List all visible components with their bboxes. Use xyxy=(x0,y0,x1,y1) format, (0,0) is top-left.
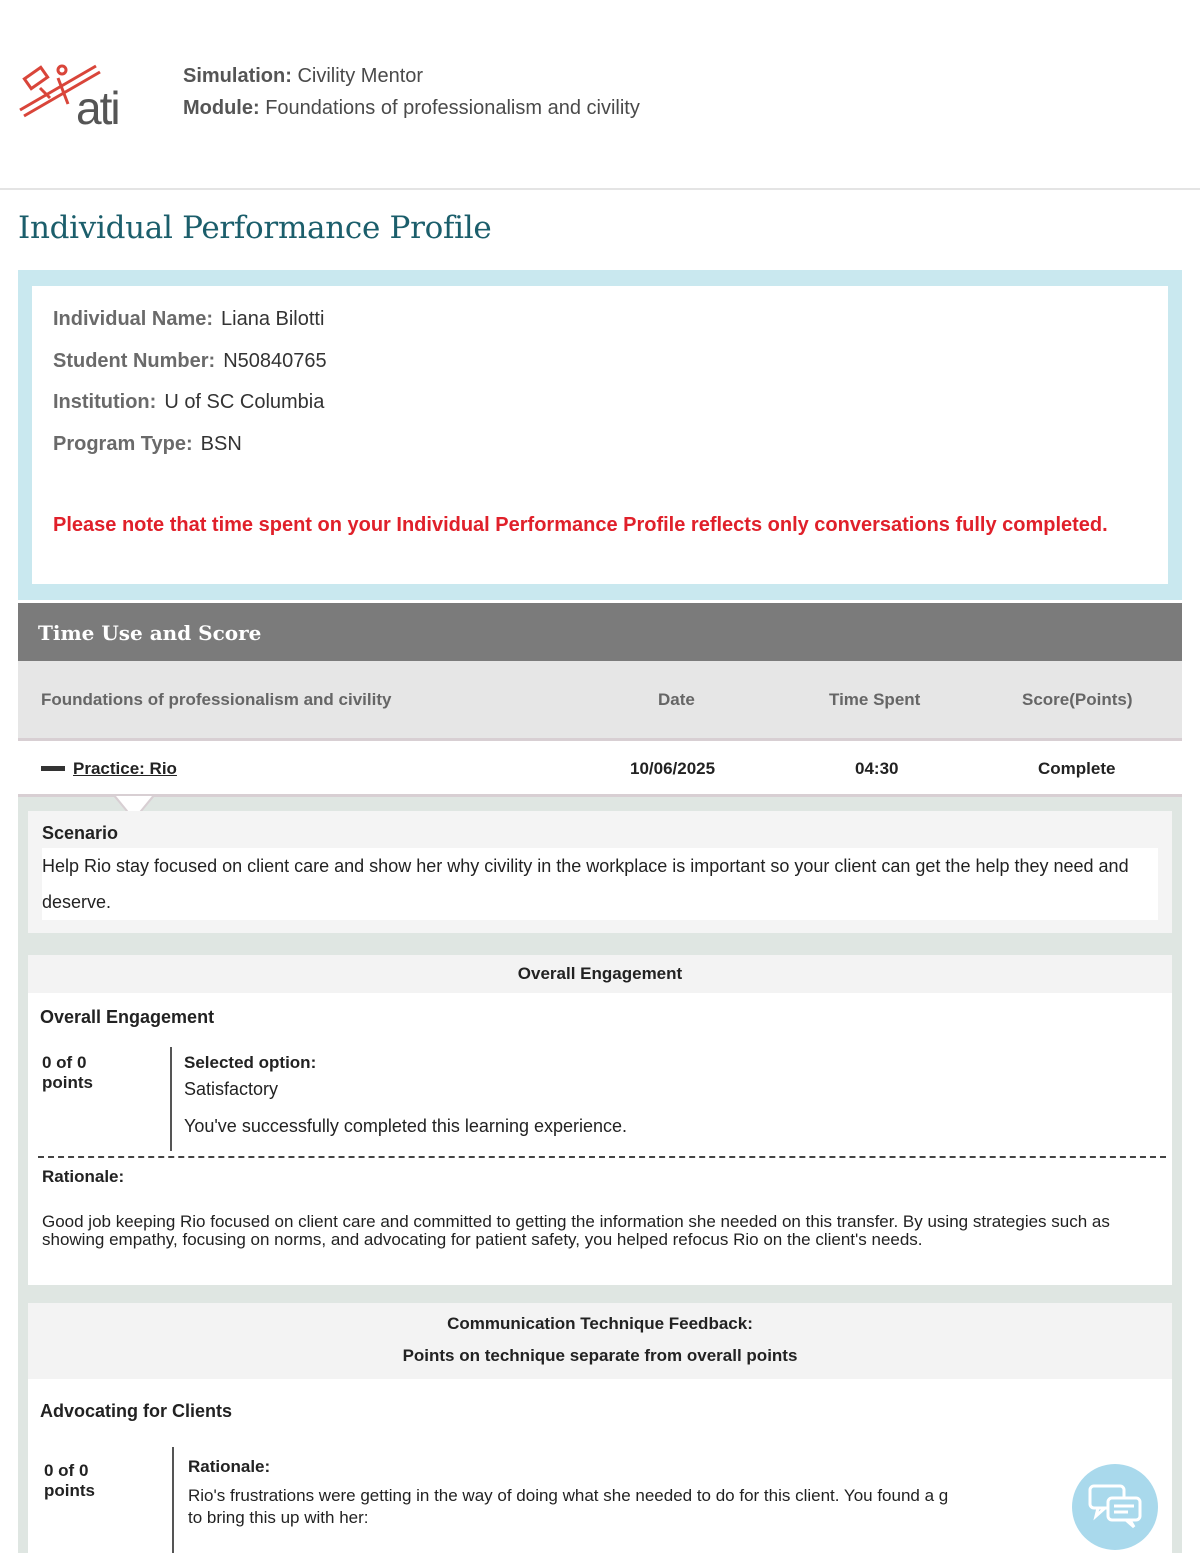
technique-points-unit: points xyxy=(44,1481,95,1500)
practice-cell xyxy=(41,759,177,779)
module-line xyxy=(183,92,640,124)
practice-detail-panel xyxy=(18,797,1182,1553)
engagement-points xyxy=(42,1053,93,1093)
student-name-row xyxy=(53,308,1147,350)
engagement-rationale-label: Rationale: xyxy=(42,1167,125,1186)
student-info-box xyxy=(18,270,1182,600)
institution-row xyxy=(53,391,1147,433)
table-row xyxy=(18,741,1182,797)
engagement-points-unit: points xyxy=(42,1073,93,1092)
row-time-spent: 04:30 xyxy=(855,759,899,778)
svg-text:ati: ati xyxy=(76,82,119,130)
technique-points xyxy=(44,1461,95,1501)
module-label: Module: xyxy=(183,97,260,119)
column-date: Date xyxy=(658,690,695,709)
engagement-points-value: 0 of 0 xyxy=(42,1053,87,1072)
selected-option-value: Satisfactory xyxy=(184,1079,279,1099)
technique-divider xyxy=(172,1447,174,1553)
overall-engagement-subtitle: Overall Engagement xyxy=(40,1007,215,1027)
simulation-line xyxy=(183,60,640,92)
simulation-value: Civility Mentor xyxy=(297,65,424,87)
communication-feedback-card xyxy=(28,1303,1172,1553)
time-notice: Please note that time spent on your Individual Performance Profile reflects only conversations fully completed. xyxy=(53,514,1108,536)
column-topic: Foundations of professionalism and civility xyxy=(41,690,392,709)
score-table-header xyxy=(18,661,1182,741)
collapse-icon[interactable] xyxy=(41,766,65,771)
technique-points-value: 0 of 0 xyxy=(44,1461,89,1480)
technique-rationale-label: Rationale: xyxy=(188,1457,271,1476)
technique-rationale-line2: to bring this up with her: xyxy=(188,1508,369,1527)
chat-bubbles-icon xyxy=(1072,1464,1158,1550)
row-date: 10/06/2025 xyxy=(630,759,716,778)
completion-message: You've successfully completed this learning experience. xyxy=(184,1116,628,1136)
dashed-separator xyxy=(38,1156,1166,1158)
selected-option-label: Selected option: xyxy=(184,1053,317,1072)
student-number-label: Student Number: xyxy=(53,349,216,372)
column-time-spent: Time Spent xyxy=(829,690,921,709)
engagement-divider xyxy=(170,1047,172,1151)
simulation-label: Simulation: xyxy=(183,65,292,87)
technique-rationale-text xyxy=(188,1485,1088,1529)
scenario-text: Help Rio stay focused on client care and show her why civility in the workplace is important so your client can get the help they need and deserve. xyxy=(42,848,1158,920)
ati-logo-icon xyxy=(18,58,140,130)
chat-button[interactable] xyxy=(1072,1464,1158,1550)
practice-link[interactable]: Practice: Rio xyxy=(73,759,177,778)
technique-rationale-line1: Rio's frustrations were getting in the way of doing what she needed to do for this client. You found a g xyxy=(188,1486,949,1505)
program-type-value: BSN xyxy=(200,432,242,455)
row-score: Complete xyxy=(1038,759,1116,778)
scenario-card xyxy=(28,811,1172,933)
student-name-label: Individual Name: xyxy=(53,308,214,330)
engagement-selection xyxy=(184,1049,627,1140)
scenario-title: Scenario xyxy=(42,823,119,843)
column-score: Score(Points) xyxy=(1022,690,1133,709)
header-meta xyxy=(183,60,640,124)
student-name-value: Liana Bilotti xyxy=(221,308,325,330)
overall-engagement-card xyxy=(28,955,1172,1285)
technique-panel xyxy=(28,1379,1172,1553)
page-title: Individual Performance Profile xyxy=(18,210,492,246)
institution-value: U of SC Columbia xyxy=(164,391,325,413)
student-info-inner xyxy=(32,286,1168,584)
communication-feedback-subheader: Points on technique separate from overall points xyxy=(402,1346,798,1365)
engagement-rationale-text: Good job keeping Rio focused on client care and committed to getting the information she needed on this transfer. By using strategies such as showing empathy, focusing on norms, and advocating for patient safety, you helped refocus Rio on the client's needs. xyxy=(42,1212,1110,1249)
student-number-row xyxy=(53,350,1147,392)
program-type-label: Program Type: xyxy=(53,432,193,455)
page-header xyxy=(0,0,1200,190)
overall-engagement-header: Overall Engagement xyxy=(28,955,1172,993)
technique-title: Advocating for Clients xyxy=(40,1401,233,1421)
institution-label: Institution: xyxy=(53,391,157,413)
program-type-row xyxy=(53,433,1147,475)
student-number-value: N50840765 xyxy=(223,349,327,372)
communication-feedback-header: Communication Technique Feedback: xyxy=(447,1314,753,1333)
time-use-section-title: Time Use and Score xyxy=(18,603,1182,661)
module-value: Foundations of professionalism and civility xyxy=(265,97,640,119)
